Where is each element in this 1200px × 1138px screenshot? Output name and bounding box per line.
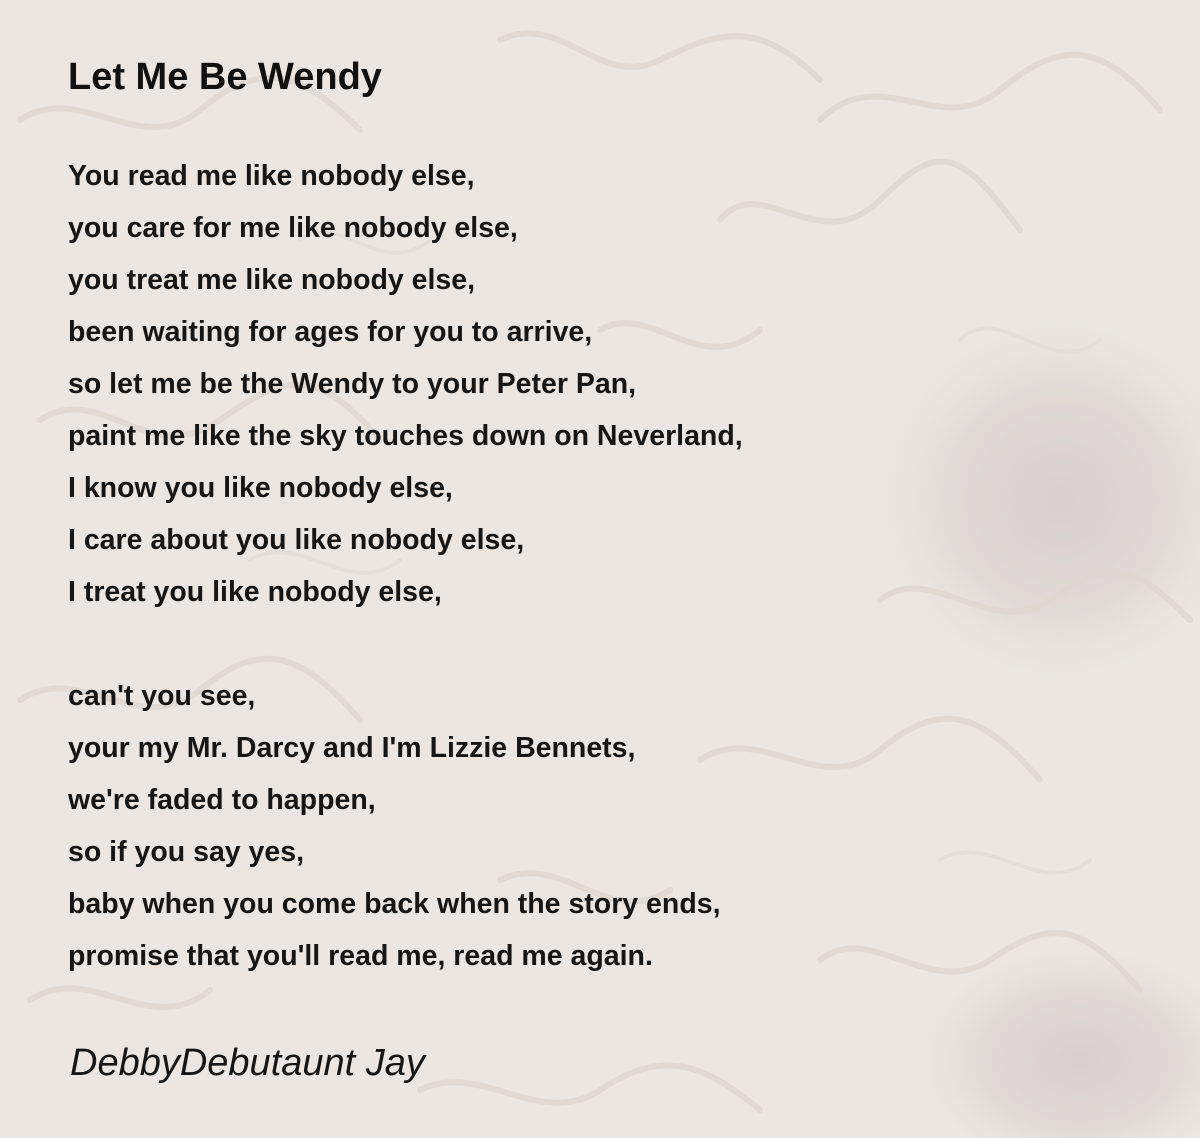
poem-line: your my Mr. Darcy and I'm Lizzie Bennets, — [68, 732, 636, 764]
poem-line: You read me like nobody else, — [68, 160, 475, 192]
poem-line: paint me like the sky touches down on Neverland, — [68, 420, 743, 452]
poem-line: I care about you like nobody else, — [68, 524, 525, 556]
stanza-1 — [68, 150, 743, 618]
poem-line: you care for me like nobody else, — [68, 212, 518, 244]
poem-line: can't you see, — [68, 680, 256, 712]
poem-line: I know you like nobody else, — [68, 472, 453, 504]
poem-line: so if you say yes, — [68, 836, 305, 868]
poem-line: been waiting for ages for you to arrive, — [68, 316, 593, 348]
poem-line: we're faded to happen, — [68, 784, 376, 816]
poem-line: baby when you come back when the story ends, — [68, 888, 721, 920]
poem-line: promise that you'll read me, read me again. — [68, 940, 653, 972]
poem-line: so let me be the Wendy to your Peter Pan, — [68, 368, 637, 400]
poem-line: you treat me like nobody else, — [68, 264, 476, 296]
poem-line: I treat you like nobody else, — [68, 576, 442, 608]
poem-title: Let Me Be Wendy — [68, 56, 382, 98]
poem-author: DebbyDebutaunt Jay — [70, 1042, 425, 1084]
stanza-2 — [68, 670, 721, 982]
